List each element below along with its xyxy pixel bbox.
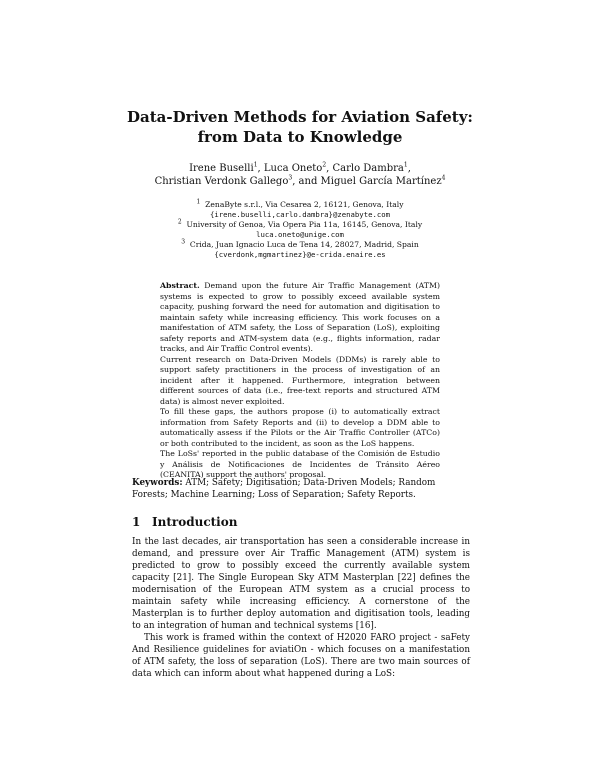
affiliation-sup: 1 xyxy=(196,198,201,206)
affiliation-email: {irene.buselli,carlo.dambra}@zenabyte.com xyxy=(209,210,391,219)
affiliation-text: ZenaByte s.r.l., Via Cesarea 2, 16121, Genova, Italy xyxy=(205,200,404,209)
author-name: Irene Buselli xyxy=(189,163,254,174)
affiliation-sup: 3 xyxy=(181,238,186,246)
affiliation-sup: 2 xyxy=(177,218,182,226)
keywords xyxy=(132,477,470,501)
title-line-2: from Data to Knowledge xyxy=(197,128,403,146)
section-body xyxy=(132,536,470,680)
affiliation-text: Crida, Juan Ignacio Luca de Tena 14, 28027, Madrid, Spain xyxy=(189,240,419,249)
author-separator: , xyxy=(326,163,333,174)
author-sup: 2 xyxy=(322,161,327,169)
affiliation-text: University of Genoa, Via Opera Pia 11a, 16145, Genova, Italy xyxy=(186,220,423,229)
author-sup: 1 xyxy=(253,161,258,169)
abstract-text: Demand upon the future Air Traffic Management (ATM) systems is expected to grow to possibly exceed available system capacity, pushing forward the need for automation and digitisation to maintain safety while increasing efficiency. This work focuses on a manifestation of ATM safety, the Loss of Separation (LoS), exploiting safety reports and ATM-system data (e.g., flights information, radar tracks, and Air Traffic Control events). xyxy=(160,281,440,353)
author-sup: 3 xyxy=(288,174,293,182)
author-line-1 xyxy=(0,162,600,175)
author-name: Miguel García Martínez xyxy=(320,176,442,187)
affiliation-1 xyxy=(0,200,600,220)
section-number: 1 xyxy=(132,515,141,529)
affiliation-3 xyxy=(0,240,600,260)
section-heading xyxy=(132,515,237,529)
author-name: Carlo Dambra xyxy=(332,163,404,174)
author-list xyxy=(0,162,600,188)
abstract-paragraph-1 xyxy=(160,281,440,355)
abstract-paragraph-2: Current research on Data-Driven Models (DDMs) is rarely able to support safety practitioners in the process of investigation of an incident after it happened. Furthermore, integration between different sources of data (i.e., free-text reports and structured ATM data) is almost never exploited. xyxy=(160,354,440,406)
author-separator: , xyxy=(407,163,411,174)
author-name: Luca Oneto xyxy=(263,163,323,174)
abstract xyxy=(160,281,440,481)
affiliation-email: luca.oneto@unige.com xyxy=(256,230,344,239)
author-separator: , xyxy=(257,163,264,174)
author-sup: 1 xyxy=(403,161,408,169)
abstract-label: Abstract. xyxy=(160,281,200,290)
abstract-paragraph-3: To fill these gaps, the authors propose (i) to automatically extract information from Safety Reports and (ii) to develop a DDM able to automatically assess if the Pilots or the Air Traffic Controller (ATCo) or both contributed to the incident, as soon as the LoS happens. xyxy=(160,407,440,448)
author-line-2 xyxy=(0,175,600,188)
affiliation-email: {cverdonk,mgmartinez}@e-crida.enaire.es xyxy=(214,250,386,259)
section-title: Introduction xyxy=(152,515,238,529)
keywords-text: ATM; Safety; Digitisation; Data-Driven Models; Random Forests; Machine Learning; Loss of Separation; Safety Reports. xyxy=(132,478,436,500)
author-separator: , and xyxy=(292,176,321,187)
keywords-label: Keywords: xyxy=(132,478,183,488)
abstract-paragraph-4: The LoSs' reported in the public database of the Comisión de Estudio y Análisis de Notificaciones de Incidentes de Tránsito Aéreo (CEANITA) support the authors' proposal. xyxy=(160,449,440,479)
title-line-1: Data-Driven Methods for Aviation Safety: xyxy=(127,108,473,126)
body-paragraph-1: In the last decades, air transportation has seen a considerable increase in demand, and pressure over Air Traffic Management (ATM) system is predicted to grow to possibly exceed the currently available system capacity [21]. The Single European Sky ATM Masterplan [22] defines the modernisation of the European ATM system as a crucial process to maintain safety while increasing efficiency. A cornerstone of the Masterplan is to further deploy automation and digitisation tools, leading to an integration of human and technical systems [16]. xyxy=(132,537,470,631)
paper-title xyxy=(0,107,600,147)
body-paragraph-2: This work is framed within the context of H2020 FARO project - saFety And Resilience guidelines for aviatiOn - which focuses on a manifestation of ATM safety, the loss of separation (LoS). There are two main sources of data which can inform about what happened during a LoS: xyxy=(132,633,470,679)
author-name: Christian Verdonk Gallego xyxy=(154,176,289,187)
author-sup: 4 xyxy=(441,174,446,182)
affiliations xyxy=(0,200,600,260)
affiliation-2 xyxy=(0,220,600,240)
